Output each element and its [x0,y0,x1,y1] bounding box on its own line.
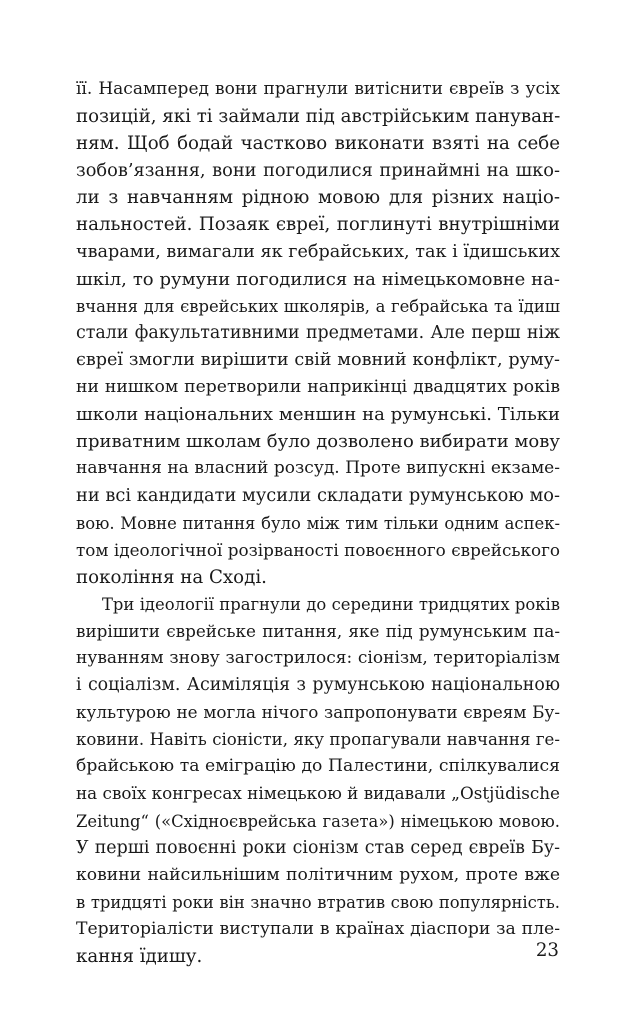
text-line: на своїх конгресах німецькою й видавали „Ostjüdische [76,783,560,804]
text-line: позицій, які ті займали під австрійським пануван- [76,106,561,128]
text-line: нальностей. Позаяк євреї, поглинуті внутрішніми [76,214,560,236]
paragraph-end-line: покоління на Сході. [76,566,267,588]
text-line: нуванням знову загострилося: сіонізм, територіалізм [76,647,560,668]
text-line: в тридцяті роки він значно втратив свою популярність. [76,892,560,912]
text-line: вирішити єврейське питання, яке під румунським па- [76,620,560,641]
text-line: ни всі кандидати мусили складати румунською мо- [76,485,560,507]
text-line: вою. Мовне питання було між тим тільки одним аспек- [76,513,560,533]
text-line: навчання на власний розсуд. Проте випускні екзаме- [76,458,560,479]
text-line: брайською та еміграцію до Палестини, спілкувалися [76,756,560,777]
text-line: вчання для єврейських школярів, а гебрайська та їдиш [76,296,560,316]
text-line: Zeitung“ («Східноєврейська газета») німецькою мовою. [76,811,560,831]
text-line: У перші повоєнні роки сіонізм став серед євреїв Бу- [76,837,560,858]
body-text [76,76,560,970]
paragraph-start-line: Три ідеології прагнули до середини тридцятих років [102,594,560,614]
text-line: культурою не могла нічого запропонувати євреям Бу- [76,702,560,723]
text-line: приватним школам було дозволено вибирати мову [76,431,560,453]
text-line: ли з навчанням рідною мовою для різних націо- [76,187,560,209]
text-line: і соціалізм. Асиміляція з румунською національною [76,675,560,696]
text-line: ням. Щоб бодай частково виконати взяті на себе [76,133,560,155]
text-line: євреї змогли вирішити свій мовний конфлікт, руму- [76,349,560,370]
text-line: Територіалісти виступали в країнах діаспори за пле- [76,918,560,939]
text-line: ни нишком перетворили наприкінці двадцятих років [76,377,560,398]
text-line: чварами, вимагали як гебрайських, так і їдишських [76,241,560,262]
text-line: шкіл, то румуни погодилися на німецькомовне на- [76,268,560,290]
text-line: зобов’язання, вони погодилися принаймні на шко- [76,160,560,182]
text-line: школи національних меншин на румунські. Тільки [76,404,560,426]
text-line: її. Насамперед вони прагнули витіснити євреїв з усіх [76,79,560,99]
text-line: стали факультативними предметами. Але перш ніж [76,322,560,343]
text-line: ковини. Навіть сіоністи, яку пропагували навчання ге- [76,730,560,750]
text-line: ковини найсильнішим політичним рухом, проте вже [76,864,560,885]
page-number: 23 [535,940,559,961]
text-line: том ідеологічної розірваності повоєнного єврейського [76,539,560,560]
paragraph-end-line: кання їдишу. [76,946,203,967]
